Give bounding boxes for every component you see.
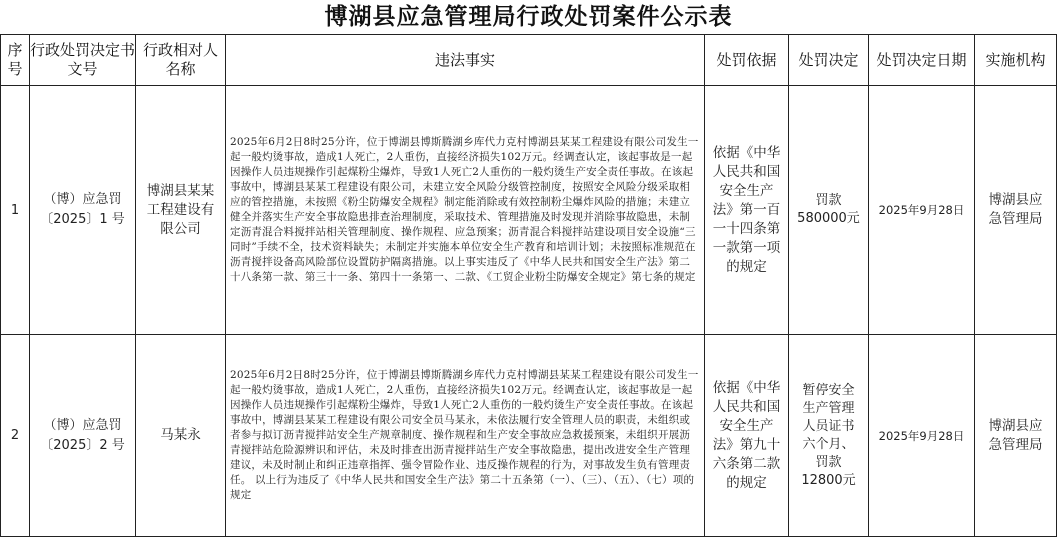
cell-decision: 罚款580000元: [789, 86, 869, 335]
cell-seq: 2: [1, 335, 30, 537]
cell-party: 马某永: [136, 335, 226, 537]
cell-seq: 1: [1, 86, 30, 335]
cell-doc-no: （博）应急罚〔2025〕1 号: [30, 86, 136, 335]
cell-decision: 暂停安全生产管理人员证书六个月、罚款12800元: [789, 335, 869, 537]
header-basis: 处罚依据: [705, 35, 789, 86]
header-decision: 处罚决定: [789, 35, 869, 86]
cell-date: 2025年9月28日: [869, 86, 975, 335]
cell-facts: 2025年6月2日8时25分许，位于博湖县博斯腾湖乡库代力克村博湖县某某工程建设有限公司发生一起一般灼烫事故，造成1人死亡，2人重伤，直接经济损失102万元。经调查认定，该起事故是一起因操作人员违规操作引起煤粉尘爆炸，导致1人死亡2人重伤的一般灼烫生产安全责任事故。在该起事故中，博湖县某某工程建设有限公司，未建立安全风险分级管控制度，按照安全风险分级采取相应的管控措施，未按照《粉尘防爆安全规程》制定能消除或有效控制粉尘爆炸风险的措施；未建立健全并落实生产安全事故隐患排查治理制度，采取技术、管理措施及时发现并消除事故隐患，未制定沥青混合料搅拌站相关管理制度、操作规程、应急预案；沥青混合料搅拌站建设项目安全设施“三同时”手续不全，技术资料缺失；未制定并实施本单位安全生产教育和培训计划；未按照标准规范在沥青搅拌设备高风险部位设置防护隔离措施。以上事实违反了《中华人民共和国安全生产法》第二十八条第一款、第三十一条、第四十一条第一、二款、《工贸企业粉尘防爆安全规定》第七条的规定: [226, 86, 705, 335]
page-title: 博湖县应急管理局行政处罚案件公示表: [324, 3, 733, 30]
cell-basis: 依据《中华人民共和国安全生产法》第一百一十四条第一款第一项的规定: [705, 86, 789, 335]
table-row: [1, 86, 1057, 335]
cell-doc-no: （博）应急罚〔2025〕2 号: [30, 335, 136, 537]
cell-org: 博湖县应急管理局: [975, 86, 1057, 335]
header-date: 处罚决定日期: [869, 35, 975, 86]
cell-date: 2025年9月28日: [869, 335, 975, 537]
cell-org: 博湖县应急管理局: [975, 335, 1057, 537]
cell-party: 博湖县某某工程建设有限公司: [136, 86, 226, 335]
header-org: 实施机构: [975, 35, 1057, 86]
cell-facts: 2025年6月2日8时25分许，位于博湖县博斯腾湖乡库代力克村博湖县某某工程建设有限公司发生一起一般灼烫事故，造成1人死亡，2人重伤，直接经济损失102万元。经调查认定，该起事故是一起因操作人员违规操作引起煤粉尘爆炸，导致1人死亡2人重伤的一般灼烫生产安全责任事故。在该起事故中，博湖县某某工程建设有限公司安全员马某永，未依法履行安全管理人员的职责，未组织或者参与拟订沥青搅拌站安全生产规章制度、操作规程和生产安全事故应急救援预案，未组织开展沥青搅拌站危险源辨识和评估，未及时排查出沥青搅拌站生产安全事故隐患，提出改进安全生产管理建议，未及时制止和纠正违章指挥、强令冒险作业、违反操作规程的行为，对事故发生负有管理责任。 以上行为违反了《中华人民共和国安全生产法》第二十五条第（一）、（三）、（五）、（七）项的规定: [226, 335, 705, 537]
cell-basis: 依据《中华人民共和国安全生产法》第九十六条第二款的规定: [705, 335, 789, 537]
header-party: 行政相对人名称: [136, 35, 226, 86]
header-seq: 序号: [1, 35, 30, 86]
header-facts: 违法事实: [226, 35, 705, 86]
table-header-row: [1, 35, 1057, 86]
table-row: [1, 335, 1057, 537]
penalty-table: [0, 34, 1057, 537]
header-doc-no: 行政处罚决定书文号: [30, 35, 136, 86]
